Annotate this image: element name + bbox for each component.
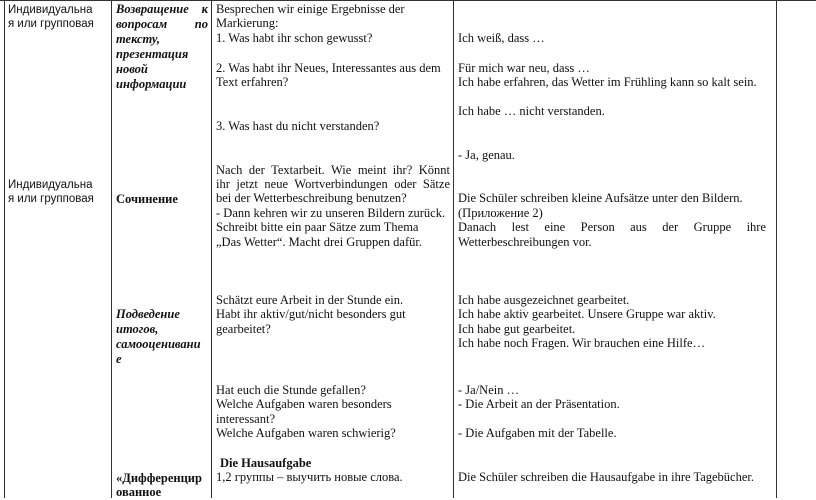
- stage-title-line: новой: [116, 62, 148, 76]
- teacher-question: 2. Was habt ihr Neues, Interessantes aus dem: [216, 61, 441, 75]
- student-text-line: Ich weiß, dass …: [458, 31, 545, 45]
- teacher-text-line: 1,2 группы – выучить новые слова.: [216, 470, 403, 484]
- teacher-question: 1. Was habt ihr schon gewusst?: [216, 31, 373, 45]
- stage-title-line: итогов,: [116, 322, 159, 336]
- student-text-line: Ich habe gut gearbeitet.: [458, 322, 576, 336]
- stage-title-line: «Дифференцир: [116, 471, 202, 485]
- teacher-text-line: Habt ihr aktiv/gut/nicht besonders gut: [216, 307, 406, 321]
- teacher-question: Text erfahren?: [216, 75, 289, 89]
- table-left-border: [4, 0, 5, 498]
- teacher-question: 3. Was hast du nicht verstanden?: [216, 119, 380, 133]
- stage-title-essay: Сочинение: [116, 192, 178, 206]
- student-text-line: Wetterbeschreibungen vor.: [458, 235, 592, 249]
- work-form-line: Индивидуальна: [8, 4, 93, 16]
- teacher-text-line: ihr jetzt neue Wortverbindungen oder Sätze: [216, 177, 450, 191]
- teacher-text-line: Nach der Textarbeit. Wie meint ihr? Könnt: [216, 163, 450, 177]
- stage-title-line: Подведение: [116, 307, 180, 321]
- column-divider-3: [453, 0, 454, 498]
- stage-title-line: е: [116, 352, 122, 366]
- student-text-line: Ich habe ausgezeichnet gearbeitet.: [458, 293, 630, 307]
- student-text-line: Danach lest eine Person aus der Gruppe ihre: [458, 220, 766, 234]
- teacher-text-line: - Dann kehren wir zu unseren Bildern zurück.: [216, 206, 446, 220]
- teacher-text-line: Welche Aufgaben waren schwierig?: [216, 426, 396, 440]
- teacher-text-line: Hat euch die Stunde gefallen?: [216, 383, 366, 397]
- student-text-line: Die Schüler schreiben kleine Aufsätze unter den Bildern.: [458, 191, 743, 205]
- student-text-line: Die Schüler schreiben die Hausaufgabe in ihre Tagebücher.: [458, 470, 755, 484]
- student-text-line: - Ja/Nein …: [458, 383, 520, 397]
- teacher-text-line: Welche Aufgaben waren besonders: [216, 397, 392, 411]
- stage-title-line: презентация: [116, 47, 189, 61]
- stage-title-line: ованное: [116, 485, 162, 499]
- stage-title-line: тексту,: [116, 32, 160, 46]
- stage-title-line: Возвращение к: [116, 2, 208, 16]
- student-text-line: - Die Aufgaben mit der Tabelle.: [458, 426, 617, 440]
- teacher-text-line: gearbeitet?: [216, 322, 271, 336]
- work-form-line: я или групповая: [8, 18, 94, 30]
- table-top-border: [0, 0, 816, 1]
- teacher-text-line: Besprechen wir einige Ergebnisse der: [216, 2, 405, 16]
- teacher-text-line: interessant?: [216, 412, 276, 426]
- teacher-text-line: „Das Wetter“. Macht drei Gruppen dafür.: [216, 235, 422, 249]
- student-text-line: Ich habe noch Fragen. Wir brauchen eine Hilfe…: [458, 336, 706, 350]
- column-divider-2: [211, 0, 212, 498]
- stage-title-line: информации: [116, 77, 187, 91]
- work-form-line: Индивидуальна: [8, 179, 93, 191]
- teacher-text-line: Markierung:: [216, 16, 279, 30]
- student-text-line: - Ja, genau.: [458, 148, 515, 162]
- student-text-line: (Приложение 2): [458, 206, 543, 220]
- student-text-line: Für mich war neu, dass …: [458, 61, 590, 75]
- stage-title-line: вопросам по: [116, 17, 208, 31]
- teacher-text-line: bei der Wetterbeschreibung benutzen?: [216, 191, 407, 205]
- student-text-line: Ich habe … nicht verstanden.: [458, 104, 605, 118]
- teacher-text-line: Schätzt eure Arbeit in der Stunde ein.: [216, 293, 404, 307]
- student-text-line: - Die Arbeit an der Präsentation.: [458, 397, 620, 411]
- student-text-line: Ich habe erfahren, das Wetter im Frühling kann so kalt sein.: [458, 75, 757, 89]
- table-right-border: [776, 0, 777, 498]
- column-divider-1: [111, 0, 112, 498]
- stage-title-line: самооценивани: [116, 337, 201, 351]
- student-text-line: Ich habe aktiv gearbeitet. Unsere Gruppe war aktiv.: [458, 307, 716, 321]
- teacher-text-line: Schreibt bitte ein paar Sätze zum Thema: [216, 220, 419, 234]
- work-form-line: я или групповая: [8, 193, 94, 205]
- homework-heading: Die Hausaufgabe: [220, 456, 312, 470]
